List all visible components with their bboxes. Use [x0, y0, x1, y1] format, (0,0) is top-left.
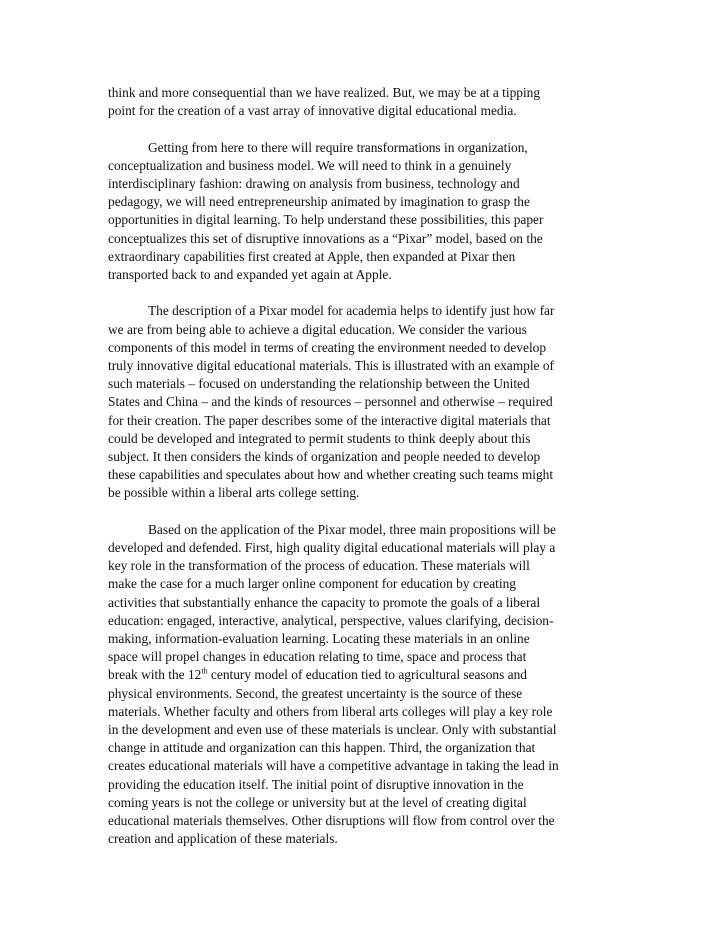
- text-line: space will propel changes in education relating to time, space and process that: [108, 649, 527, 665]
- text-line: change in attitude and organization can this happen. Third, the organization that: [108, 740, 536, 756]
- text-line: creates educational materials will have a competitive advantage in taking the lead in: [108, 758, 559, 774]
- text-line: make the case for a much larger online component for education by creating: [108, 576, 517, 592]
- text-line: making, information-evaluation learning. Locating these materials in an online: [108, 631, 530, 647]
- text-line: transported back to and expanded yet again at Apple.: [108, 267, 392, 283]
- text-line: pedagogy, we will need entrepreneurship animated by imagination to grasp the: [108, 194, 530, 210]
- text-line: extraordinary capabilities first created at Apple, then expanded at Pixar then: [108, 248, 516, 264]
- text-line: materials. Whether faculty and others from liberal arts colleges will play a key role: [108, 703, 553, 719]
- text-line: providing the education itself. The initial point of disruptive innovation in the: [108, 776, 524, 792]
- text-line: Based on the application of the Pixar model, three main propositions will be: [148, 521, 556, 537]
- text-run: break with the 12: [108, 667, 202, 683]
- text-line: coming years is not the college or university but at the level of creating digital: [108, 794, 527, 810]
- text-line: States and China – and the kinds of resources – personnel and otherwise – required: [108, 394, 553, 410]
- text-line: we are from being able to achieve a digital education. We consider the various: [108, 321, 527, 337]
- paragraph-2: [108, 139, 623, 285]
- text-line: could be developed and integrated to permit students to think deeply about this: [108, 430, 531, 446]
- text-line: The description of a Pixar model for academia helps to identify just how far: [148, 303, 555, 319]
- paragraph-4: [108, 521, 623, 849]
- text-line: [108, 666, 623, 684]
- text-line: be possible within a liberal arts college setting.: [108, 485, 360, 501]
- text-line: subject. It then considers the kinds of organization and people needed to develop: [108, 449, 541, 465]
- text-line: educational materials themselves. Other disruptions will flow from control over the: [108, 813, 555, 829]
- text-line: point for the creation of a vast array of innovative digital educational media.: [108, 103, 517, 119]
- text-line: activities that substantially enhance the capacity to promote the goals of a liberal: [108, 594, 541, 610]
- text-line: in the development and even use of these materials is unclear. Only with substantial: [108, 722, 557, 738]
- paragraph-3: [108, 302, 623, 502]
- text-line: interdisciplinary fashion: drawing on analysis from business, technology and: [108, 176, 520, 191]
- text-line: think and more consequential than we have realized. But, we may be at a tipping: [108, 85, 541, 100]
- text-line: creation and application of these materials.: [108, 831, 338, 847]
- text-line: these capabilities and speculates about how and whether creating such teams might: [108, 467, 554, 483]
- text-line: components of this model in terms of creating the environment needed to develop: [108, 339, 547, 355]
- text-line: for their creation. The paper describes some of the interactive digital materials that: [108, 412, 551, 428]
- text-line: Getting from here to there will require transformations in organization,: [148, 139, 528, 155]
- document-body: [108, 84, 623, 867]
- text-line: education: engaged, interactive, analytical, perspective, values clarifying, decision-: [108, 612, 554, 628]
- text-line: conceptualization and business model. We will need to think in a genuinely: [108, 157, 512, 173]
- text-run: century model of education tied to agricultural seasons and: [207, 667, 527, 683]
- text-line: such materials – focused on understanding the relationship between the United: [108, 376, 530, 392]
- text-line: physical environments. Second, the greatest uncertainty is the source of these: [108, 685, 523, 701]
- ordinal-suffix: th: [201, 666, 208, 676]
- text-line: conceptualizes this set of disruptive innovations as a “Pixar” model, based on the: [108, 230, 543, 246]
- text-line: opportunities in digital learning. To help understand these possibilities, this paper: [108, 212, 544, 228]
- text-line: truly innovative digital educational materials. This is illustrated with an example of: [108, 358, 554, 374]
- text-line: developed and defended. First, high quality digital educational materials will play a: [108, 540, 556, 556]
- text-line: key role in the transformation of the process of education. These materials will: [108, 558, 530, 574]
- paragraph-1: [108, 84, 623, 120]
